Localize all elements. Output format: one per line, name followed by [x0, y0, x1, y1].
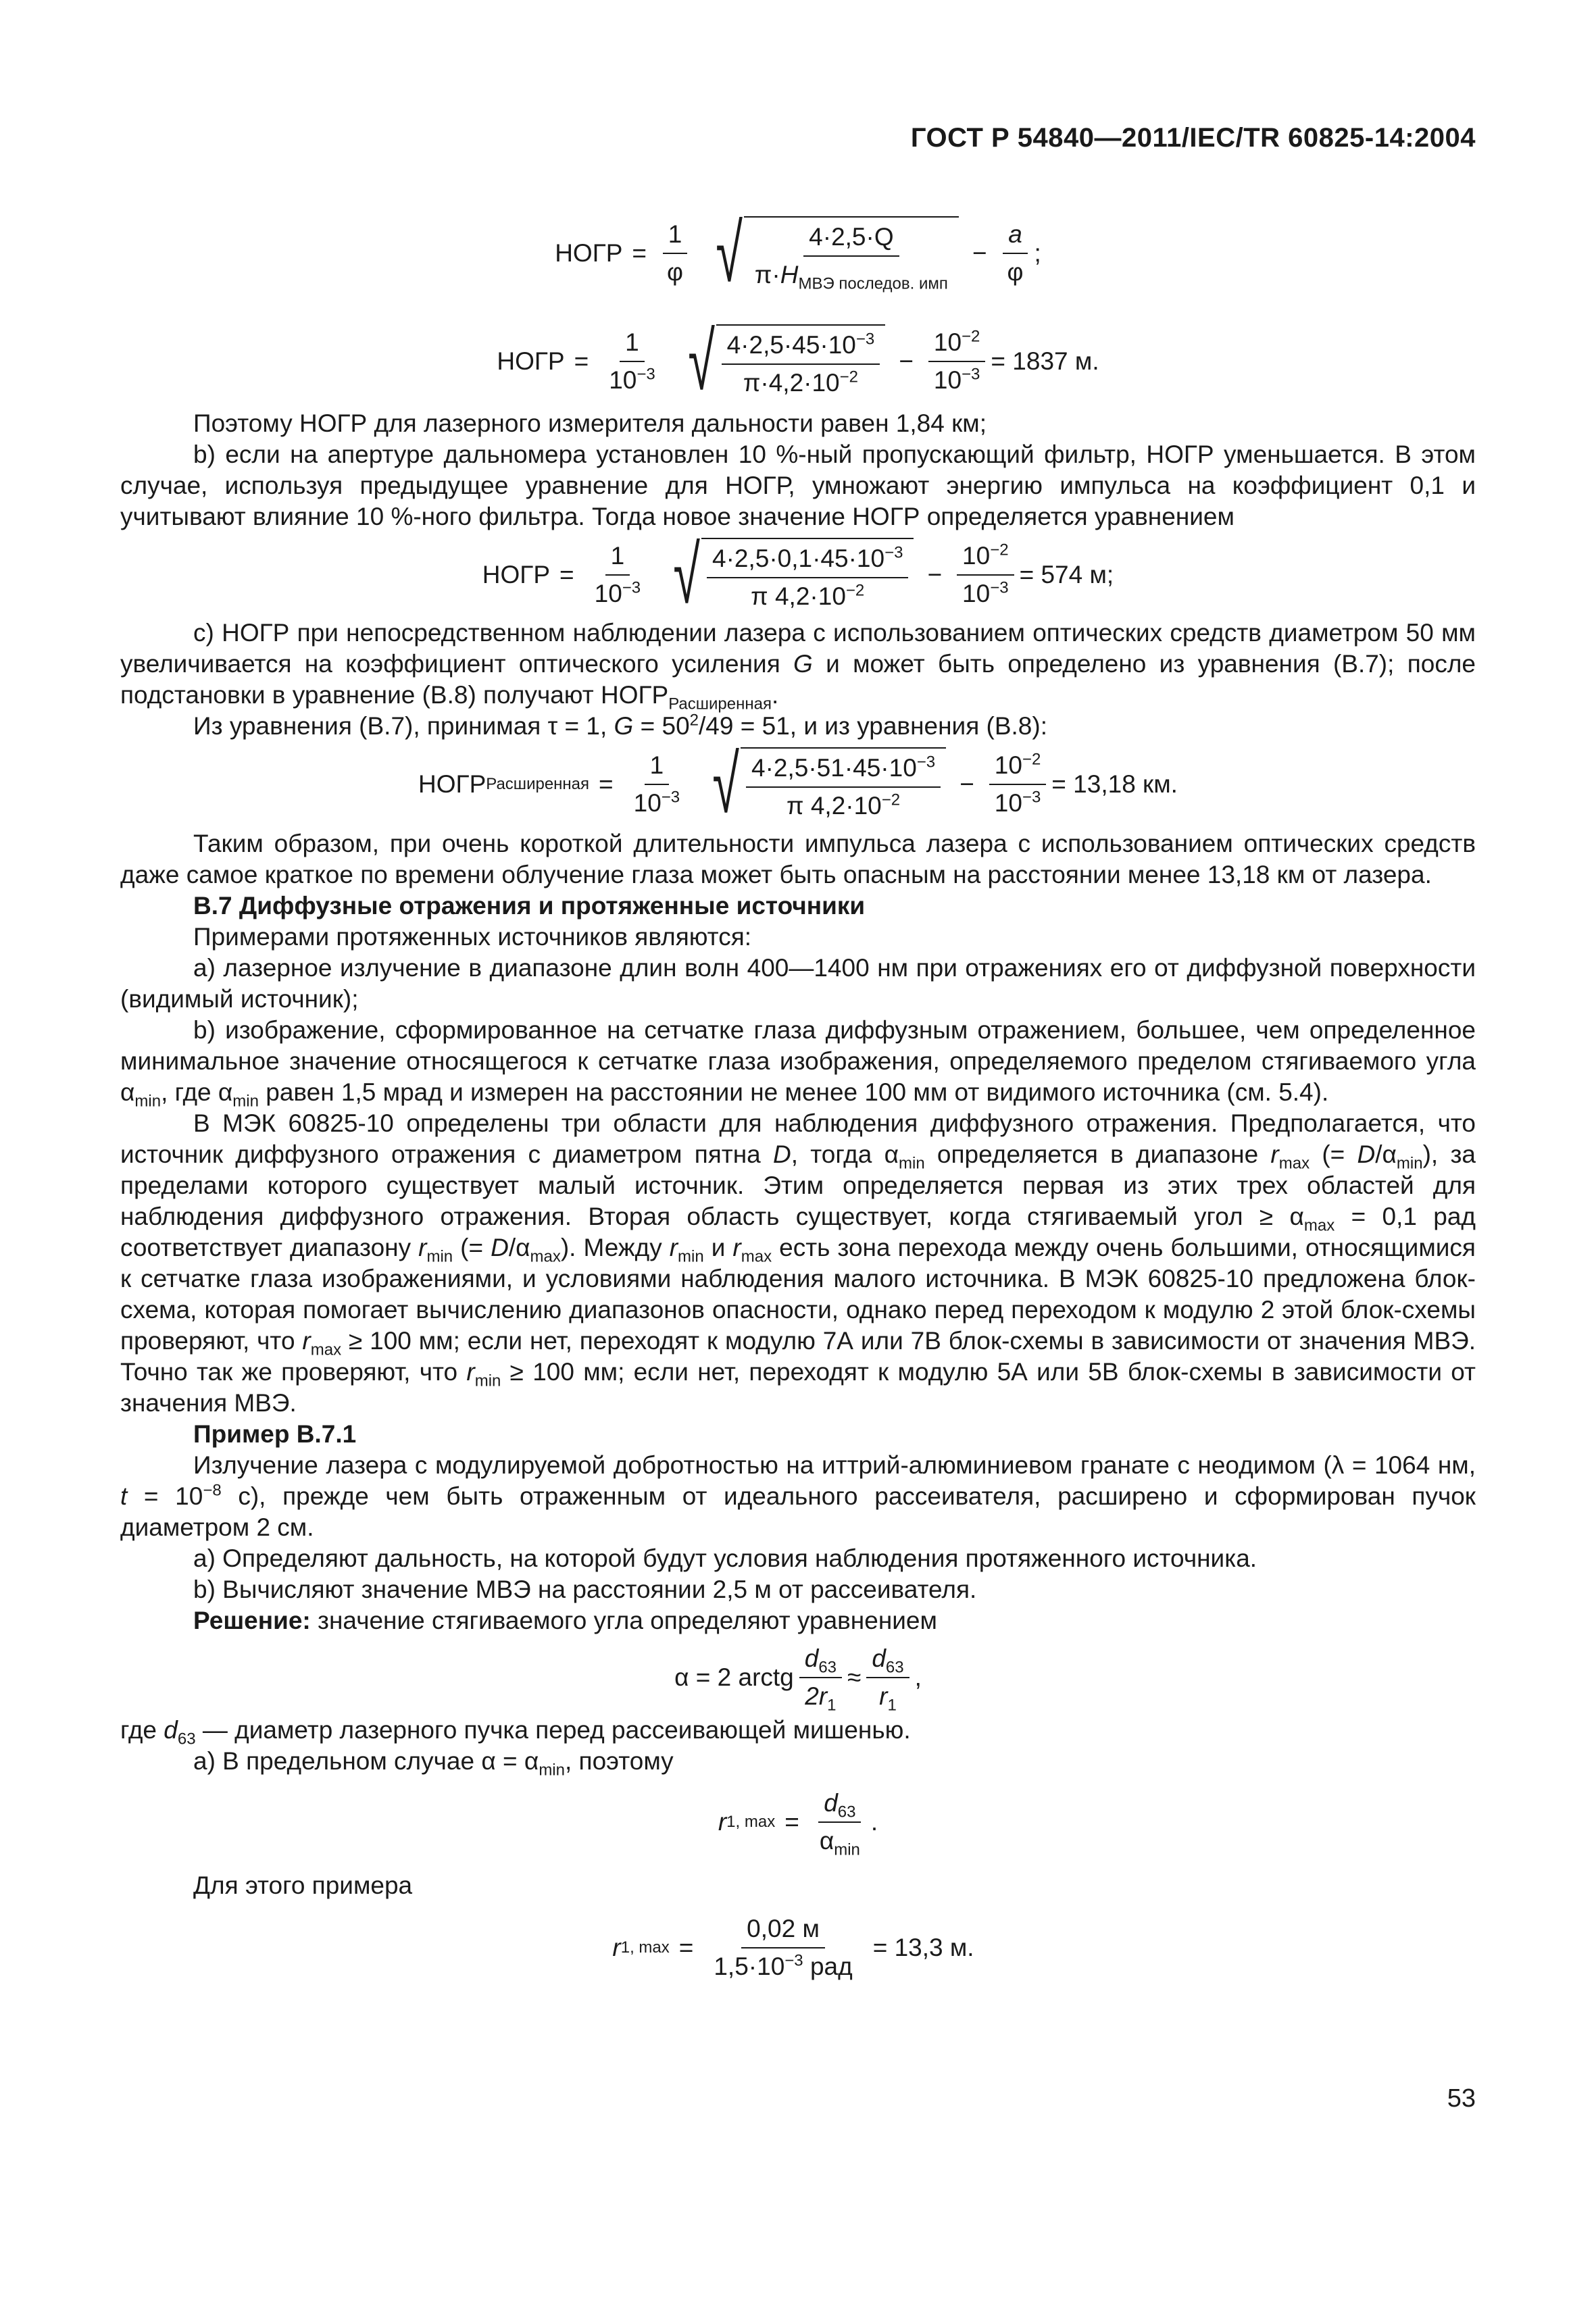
paragraph-from-equation: Из уравнения (В.7), принимая τ = 1, $G = 50^2/49 = 51$, и из уравнения (В.8):: [193, 711, 1047, 740]
paragraph-examples: Примерами протяженных источников являются:: [193, 923, 752, 951]
formula-alpha: α = 2 arctg $\frac{d_{63}}{2r_1}$ ≈ $\frac{d_{63}}{r_1}$ ,: [674, 1644, 922, 1715]
page-number: 53: [1447, 2084, 1476, 2113]
paragraph-c-optical: c) НОГР при непосредственном наблюдении лазера с использованием оптических средств диаметром 50 мм увеличивается на коэффициент оптического усиления G и может быть определено из уравнения (В.7); после подстановки в уравнение (В.8) получают $НОГР_{Расширенная}$.: [120, 619, 1476, 713]
paragraph-task-b: b) Вычисляют значение МВЭ на расстоянии 2,5 м от рассеивателя.: [193, 1576, 977, 1603]
paragraph-conclusion: Таким образом, при очень короткой длительности импульса лазера с использованием оптических средств даже самое краткое по времени облучение глаза может быть опасным на расстоянии менее 13,18 км от лазера.: [120, 830, 1476, 888]
section-heading-b7: В.7 Диффузные отражения и протяженные источники: [193, 892, 866, 920]
example-heading: Пример В.7.1: [193, 1420, 357, 1448]
paragraph-iec-regions: В МЭК 60825-10 определены три области для наблюдения диффузного отражения. Предполагается, что источник диффузного отражения с диаметром пятна D, тогда $\alpha_{min}$ определяется в диапазоне $r_{max}$ (= $D/\alpha_{min}$), за пределами которого существует малый источник. Этим определяется первая из этих трех областей для наблюдения диффузного отражения. Вторая область существует, когда стягиваемый угол ≥ $\alpha_{max} = 0,1$ рад соответствует диапазону $r_{min}$ (= $D/\alpha_{max}$). Между $r_{min}$ и $r_{max}$ есть зона перехода между очень большими, относящимися к сетчатке глаза изображениями, и условиями наблюдения малого источника. В МЭК 60825-10 предложена блок-схема, которая помогает вычислению диапазонов опасности, однако перед переходом к модулю 2 этой блок-схемы проверяют, что $r_{max} \ge 100$ мм; если нет, переходят к модулю 7А или 7В блок-схемы в зависимости от значения МВЭ. Точно так же проверяют, что $r_{min} \ge 100$ мм; если нет, переходят к модулю 5А или 5В блок-схемы в зависимости от значения МВЭ.: [120, 1109, 1476, 1417]
paragraph-b-image: b) изображение, сформированное на сетчатке глаза диффузным отражением, большее, чем определенное минимальное значение относящегося к сетчатке глаза изображения, определяемого пределом стягиваемого угла $\alpha_{min}$, где $\alpha_{min}$ равен 1,5 мрад и измерен на расстоянии не менее 100 мм от видимого источника (см. 5.4).: [120, 1016, 1476, 1111]
document-body: [120, 203, 1476, 1982]
document-header: ГОСТ Р 54840—2011/IEC/TR 60825-14:2004: [910, 123, 1476, 153]
formula-nogr-574: НОГР = $\frac{1}{10^{-3}}$ √ $\frac{4\cdot 2,5\cdot 0,1\cdot 45\cdot 10^{-3}}{\pi 4,2\cdot 10^{-2}}$ − $\frac{10^{-2}}{10^{-3}}$ = 574 м;: [482, 530, 1114, 620]
paragraph-a-laser: а) лазерное излучение в диапазоне длин волн 400—1400 нм при отражениях его от диффузной поверхности (видимый источник);: [120, 954, 1476, 1013]
paragraph-where-d63: где $d_{63}$ — диаметр лазерного пучка перед рассеивающей мишенью.: [120, 1716, 911, 1749]
paragraph-limit-case: а) В предельном случае $\alpha = \alpha_{min}$, поэтому: [193, 1747, 674, 1780]
paragraph-solution: Решение: значение стягиваемого угла определяют уравнением: [193, 1607, 937, 1634]
paragraph-this-example: Для этого примера: [193, 1871, 413, 1899]
formula-r1max-value: r 1, max = $\frac{0,02 м}{1,5\cdot 10^{-3} рад}$ = 13,3 м.: [612, 1915, 974, 1980]
formula-r1max: r 1, max = $\frac{d_{63}}{\alpha_{min}}$ .: [718, 1789, 878, 1859]
paragraph-result-184: Поэтому НОГР для лазерного измерителя дальности равен 1,84 км;: [193, 409, 987, 437]
paragraph-example-laser: Излучение лазера с модулируемой добротностью на иттрий-алюминиевом гранате с неодимом (λ = 1064 нм, $t = 10^{-8}$ с), прежде чем быть отраженным от идеального рассеивателя, расширено и сформирован пучок диаметром 2 см.: [120, 1451, 1476, 1541]
paragraph-task-a: а) Определяют дальность, на которой будут условия наблюдения протяженного источника.: [193, 1544, 1257, 1572]
formula-nogr-1837: НОГР = $\frac{1}{10^{-3}}$ √ $\frac{4\cdot 2,5\cdot 45\cdot 10^{-3}}{\pi\cdot 4,2\cdot 10^{-2}}$ − $\frac{10^{-2}}{10^{-3}}$ = 1837 м.: [497, 316, 1099, 407]
formula-nogr-extended: НОГР Расширенная = $\frac{1}{10^{-3}}$ √ $\frac{4\cdot 2,5\cdot 51\cdot 45\cdot 10^{-3}}{\pi 4,2\cdot 10^{-2}}$ − $\frac{10^{-2}}{10^{-3}}$ = 13,18 км.: [418, 739, 1178, 830]
formula-nogr-general: НОГР = $\frac{1}{\varphi}$ √ $\frac{4\cdot 2,5\cdot Q}{\pi\cdot H_{МВЭ последов. имп}}$ − $\frac{a}{\varphi}$ ;: [555, 208, 1041, 299]
paragraph-b-filter: b) если на апертуре дальномера установлен 10 %-ный пропускающий фильтр, НОГР уменьшается. В этом случае, используя предыдущее уравнение для НОГР, умножают энергию импульса на коэффициент 0,1 и учитывают влияние 10 %-ного фильтра. Тогда новое значение НОГР определяется уравнением: [120, 441, 1476, 530]
